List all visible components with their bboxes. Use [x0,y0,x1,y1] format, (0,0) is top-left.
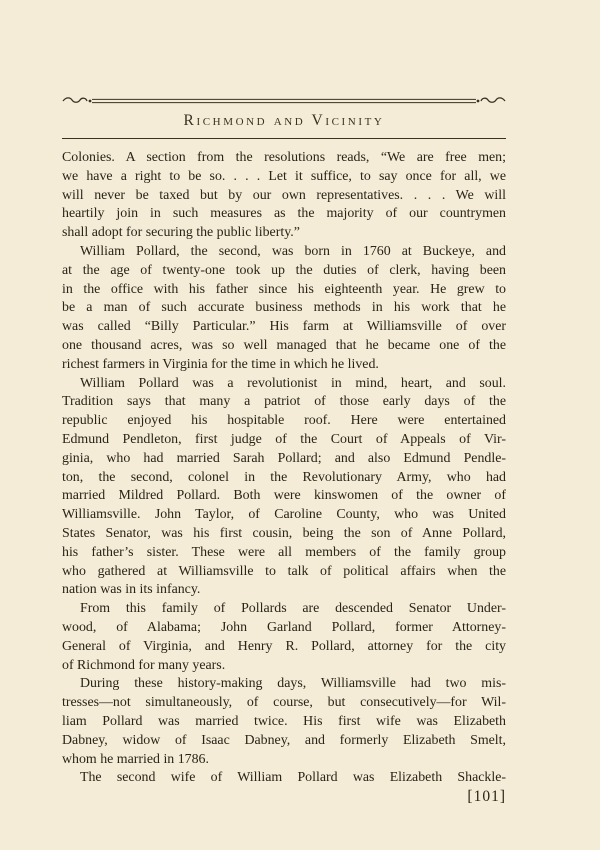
body-line: ton, the second, colonel in the Revolutionary Army, who had [62,469,506,485]
ornamental-header-rule [62,96,506,106]
body-line: States Senator, was his first cousin, being the son of Anne Pollard, [62,525,506,541]
body-line: liam Pollard was married twice. His first wife was Elizabeth [62,713,506,729]
body-line: William Pollard was a revolutionist in mind, heart, and soul. [80,375,506,391]
body-line: whom he married in 1786. [62,751,209,767]
body-line: wood, of Alabama; John Garland Pollard, former Attorney- [62,619,506,635]
body-line: shall adopt for securing the public liberty.” [62,225,300,241]
body-line: his father’s sister. These were all members of the family group [62,544,506,560]
body-line: in the office with his father since his eighteenth year. He grew to [62,281,506,297]
body-line: who gathered at Williamsville to talk of political affairs when the [62,563,506,579]
body-line: Williamsville. John Taylor, of Caroline County, who was United [62,507,506,523]
body-line: nation was in its infancy. [62,582,201,598]
body-line: Edmund Pendleton, first judge of the Court of Appeals of Vir- [62,431,506,447]
header-divider [62,138,506,139]
body-line: will never be taxed but by our own representatives. . . . We will [62,187,506,203]
body-line: one thousand acres, was so well managed that he became one of the [62,337,506,353]
body-line: Colonies. A section from the resolutions reads, “We are free men; [62,150,506,165]
body-line: be a man of such accurate business methods in his work that he [62,300,506,316]
body-line: William Pollard, the second, was born in 1760 at Buckeye, and [80,243,506,259]
body-line: Dabney, widow of Isaac Dabney, and formerly Elizabeth Smelt, [62,732,506,748]
body-line: republic enjoyed his hospitable roof. Here were entertained [62,413,506,429]
body-line: General of Virginia, and Henry R. Pollard, attorney for the city [62,638,506,654]
body-line: richest farmers in Virginia for the time in which he lived. [62,356,379,372]
body-text [62,149,506,788]
body-line: we have a right to be so. . . . Let it suffice, to say once for all, we [62,168,506,184]
body-line: From this family of Pollards are descended Senator Under- [80,601,506,617]
body-line: The second wife of William Pollard was Elizabeth Shackle- [80,770,506,786]
body-line: During these history-making days, Williamsville had two mis- [80,676,506,692]
body-line: married Mildred Pollard. Both were kinswomen of the owner of [62,488,506,504]
page-number: [101] [467,788,506,805]
body-line: of Richmond for many years. [62,657,226,673]
body-line: tresses—not simultaneously, of course, but consecutively—for Wil- [62,695,506,711]
body-line: heartily join in such measures as the majority of our countrymen [62,206,506,222]
body-line: was called “Billy Particular.” His farm at Williamsville of over [62,319,506,335]
ornament-rule-icon [62,96,506,106]
body-line: Tradition says that many a patriot of those early days of the [62,394,506,410]
running-head: Richmond and Vicinity [183,112,385,129]
body-line: ginia, who had married Sarah Pollard; and also Edmund Pendle- [62,450,506,466]
body-line: at the age of twenty-one took up the duties of clerk, having been [62,262,506,278]
